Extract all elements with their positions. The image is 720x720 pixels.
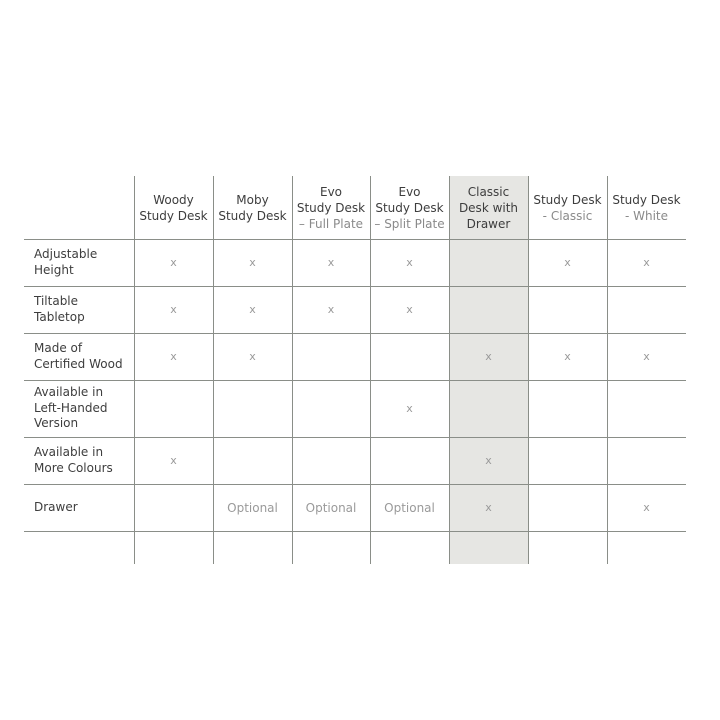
table-cell: [134, 437, 213, 484]
row-label-text: [34, 341, 123, 372]
row-label-text: [34, 247, 97, 278]
column-header-line: – Split Plate: [374, 216, 445, 231]
column-header-study-white: [607, 176, 686, 239]
table-cell: [370, 286, 449, 333]
row-label-text: [34, 445, 113, 476]
table-cell: [134, 484, 213, 531]
row-label-left-handed: [34, 380, 130, 437]
column-header-line: Drawer: [466, 216, 511, 231]
column-header-line: Study Desk: [612, 192, 681, 207]
column-header-line: Woody: [153, 192, 194, 207]
table-cell: [292, 437, 370, 484]
table-cell: [213, 484, 292, 531]
check-mark: x: [170, 303, 177, 316]
table-cell: [213, 286, 292, 333]
row-label-certified-wood: [34, 333, 130, 380]
table-cell: [449, 437, 528, 484]
table-cell: [213, 239, 292, 286]
table-cell: [449, 380, 528, 437]
table-cell: [370, 333, 449, 380]
row-label-line: Height: [34, 262, 74, 277]
check-mark: x: [564, 256, 571, 269]
row-label-adjustable-height: [34, 239, 130, 286]
column-header-line: Desk with: [458, 200, 519, 215]
table-cell: [292, 484, 370, 531]
optional-label: Optional: [384, 500, 435, 515]
column-header-classic-drawer: [449, 176, 528, 239]
table-cell: [528, 333, 607, 380]
check-mark: x: [643, 501, 650, 514]
table-cell: [528, 484, 607, 531]
optional-label: Optional: [227, 500, 278, 515]
check-mark: x: [406, 402, 413, 415]
column-header-line: - White: [624, 208, 669, 223]
column-header-line: Moby: [236, 192, 269, 207]
row-label-text: [34, 385, 108, 432]
table-cell: [370, 437, 449, 484]
row-label-text: [34, 500, 78, 516]
column-header-line: Study Desk: [139, 208, 208, 223]
check-mark: x: [170, 454, 177, 467]
table-cell: [449, 286, 528, 333]
check-mark: x: [327, 303, 335, 316]
row-label-line: Tiltable: [34, 294, 79, 308]
row-label-line: Tabletop: [34, 309, 85, 324]
check-mark: x: [327, 256, 335, 269]
row-label-line: Drawer: [34, 499, 78, 514]
column-header-line: Classic: [467, 184, 510, 199]
column-header-line: Study Desk: [218, 208, 287, 223]
column-header-line: Study Desk: [375, 200, 444, 215]
table-cell: [134, 239, 213, 286]
column-header-line: Evo: [398, 184, 421, 199]
check-mark: x: [406, 303, 413, 316]
check-mark: x: [406, 256, 413, 269]
table-cell: [370, 239, 449, 286]
row-label-line: Available in: [34, 445, 104, 459]
table-cell: [528, 380, 607, 437]
table-cell: [607, 239, 686, 286]
table-cell: [292, 286, 370, 333]
row-divider: [24, 531, 686, 532]
table-cell: [607, 380, 686, 437]
column-header-line: Study Desk: [296, 200, 366, 215]
column-header-line: - Classic: [542, 208, 593, 223]
check-mark: x: [485, 350, 492, 363]
check-mark: x: [643, 256, 650, 269]
table-cell: [292, 333, 370, 380]
table-cell: [213, 380, 292, 437]
table-cell: [528, 286, 607, 333]
table-cell: [449, 333, 528, 380]
row-label-more-colours: [34, 437, 130, 484]
row-label-line: Made of: [34, 341, 83, 355]
check-mark: x: [249, 350, 256, 363]
table-cell: [370, 380, 449, 437]
check-mark: x: [170, 350, 177, 363]
table-cell: [292, 239, 370, 286]
table-cell: [134, 333, 213, 380]
table-cell: [607, 286, 686, 333]
table-cell: [134, 380, 213, 437]
row-label-line: Version: [34, 416, 79, 431]
table-cell: [607, 484, 686, 531]
table-cell: [607, 437, 686, 484]
column-header-line: – Full Plate: [298, 216, 364, 231]
table-cell: [134, 286, 213, 333]
row-label-text: [34, 294, 85, 325]
row-label-line: Adjustable: [34, 247, 98, 261]
column-header-line: Study Desk: [533, 192, 602, 207]
table-cell: [607, 333, 686, 380]
column-header-evo-split: [370, 176, 449, 239]
table-cell: [213, 437, 292, 484]
check-mark: x: [643, 350, 650, 363]
check-mark: x: [249, 303, 256, 316]
row-label-line: Certified Wood: [34, 356, 123, 371]
check-mark: x: [485, 454, 492, 467]
column-header-woody: [134, 176, 213, 239]
row-label-line: Available in: [34, 385, 104, 400]
table-cell: [370, 484, 449, 531]
row-label-line: Left-Handed: [34, 400, 108, 415]
check-mark: x: [564, 350, 571, 363]
column-header-evo-full: [292, 176, 370, 239]
row-label-tiltable-tabletop: [34, 286, 130, 333]
column-header-moby: [213, 176, 292, 239]
table-cell: [213, 333, 292, 380]
column-header-study-classic: [528, 176, 607, 239]
table-cell: [292, 380, 370, 437]
check-mark: x: [170, 256, 177, 269]
optional-label: Optional: [305, 500, 357, 515]
row-label-line: More Colours: [34, 460, 113, 475]
column-header-line: Evo: [319, 184, 343, 199]
table-cell: [528, 437, 607, 484]
table-cell: [528, 239, 607, 286]
check-mark: x: [485, 501, 492, 514]
row-label-drawer: [34, 484, 130, 531]
table-cell: [449, 484, 528, 531]
check-mark: x: [249, 256, 256, 269]
table-cell: [449, 239, 528, 286]
